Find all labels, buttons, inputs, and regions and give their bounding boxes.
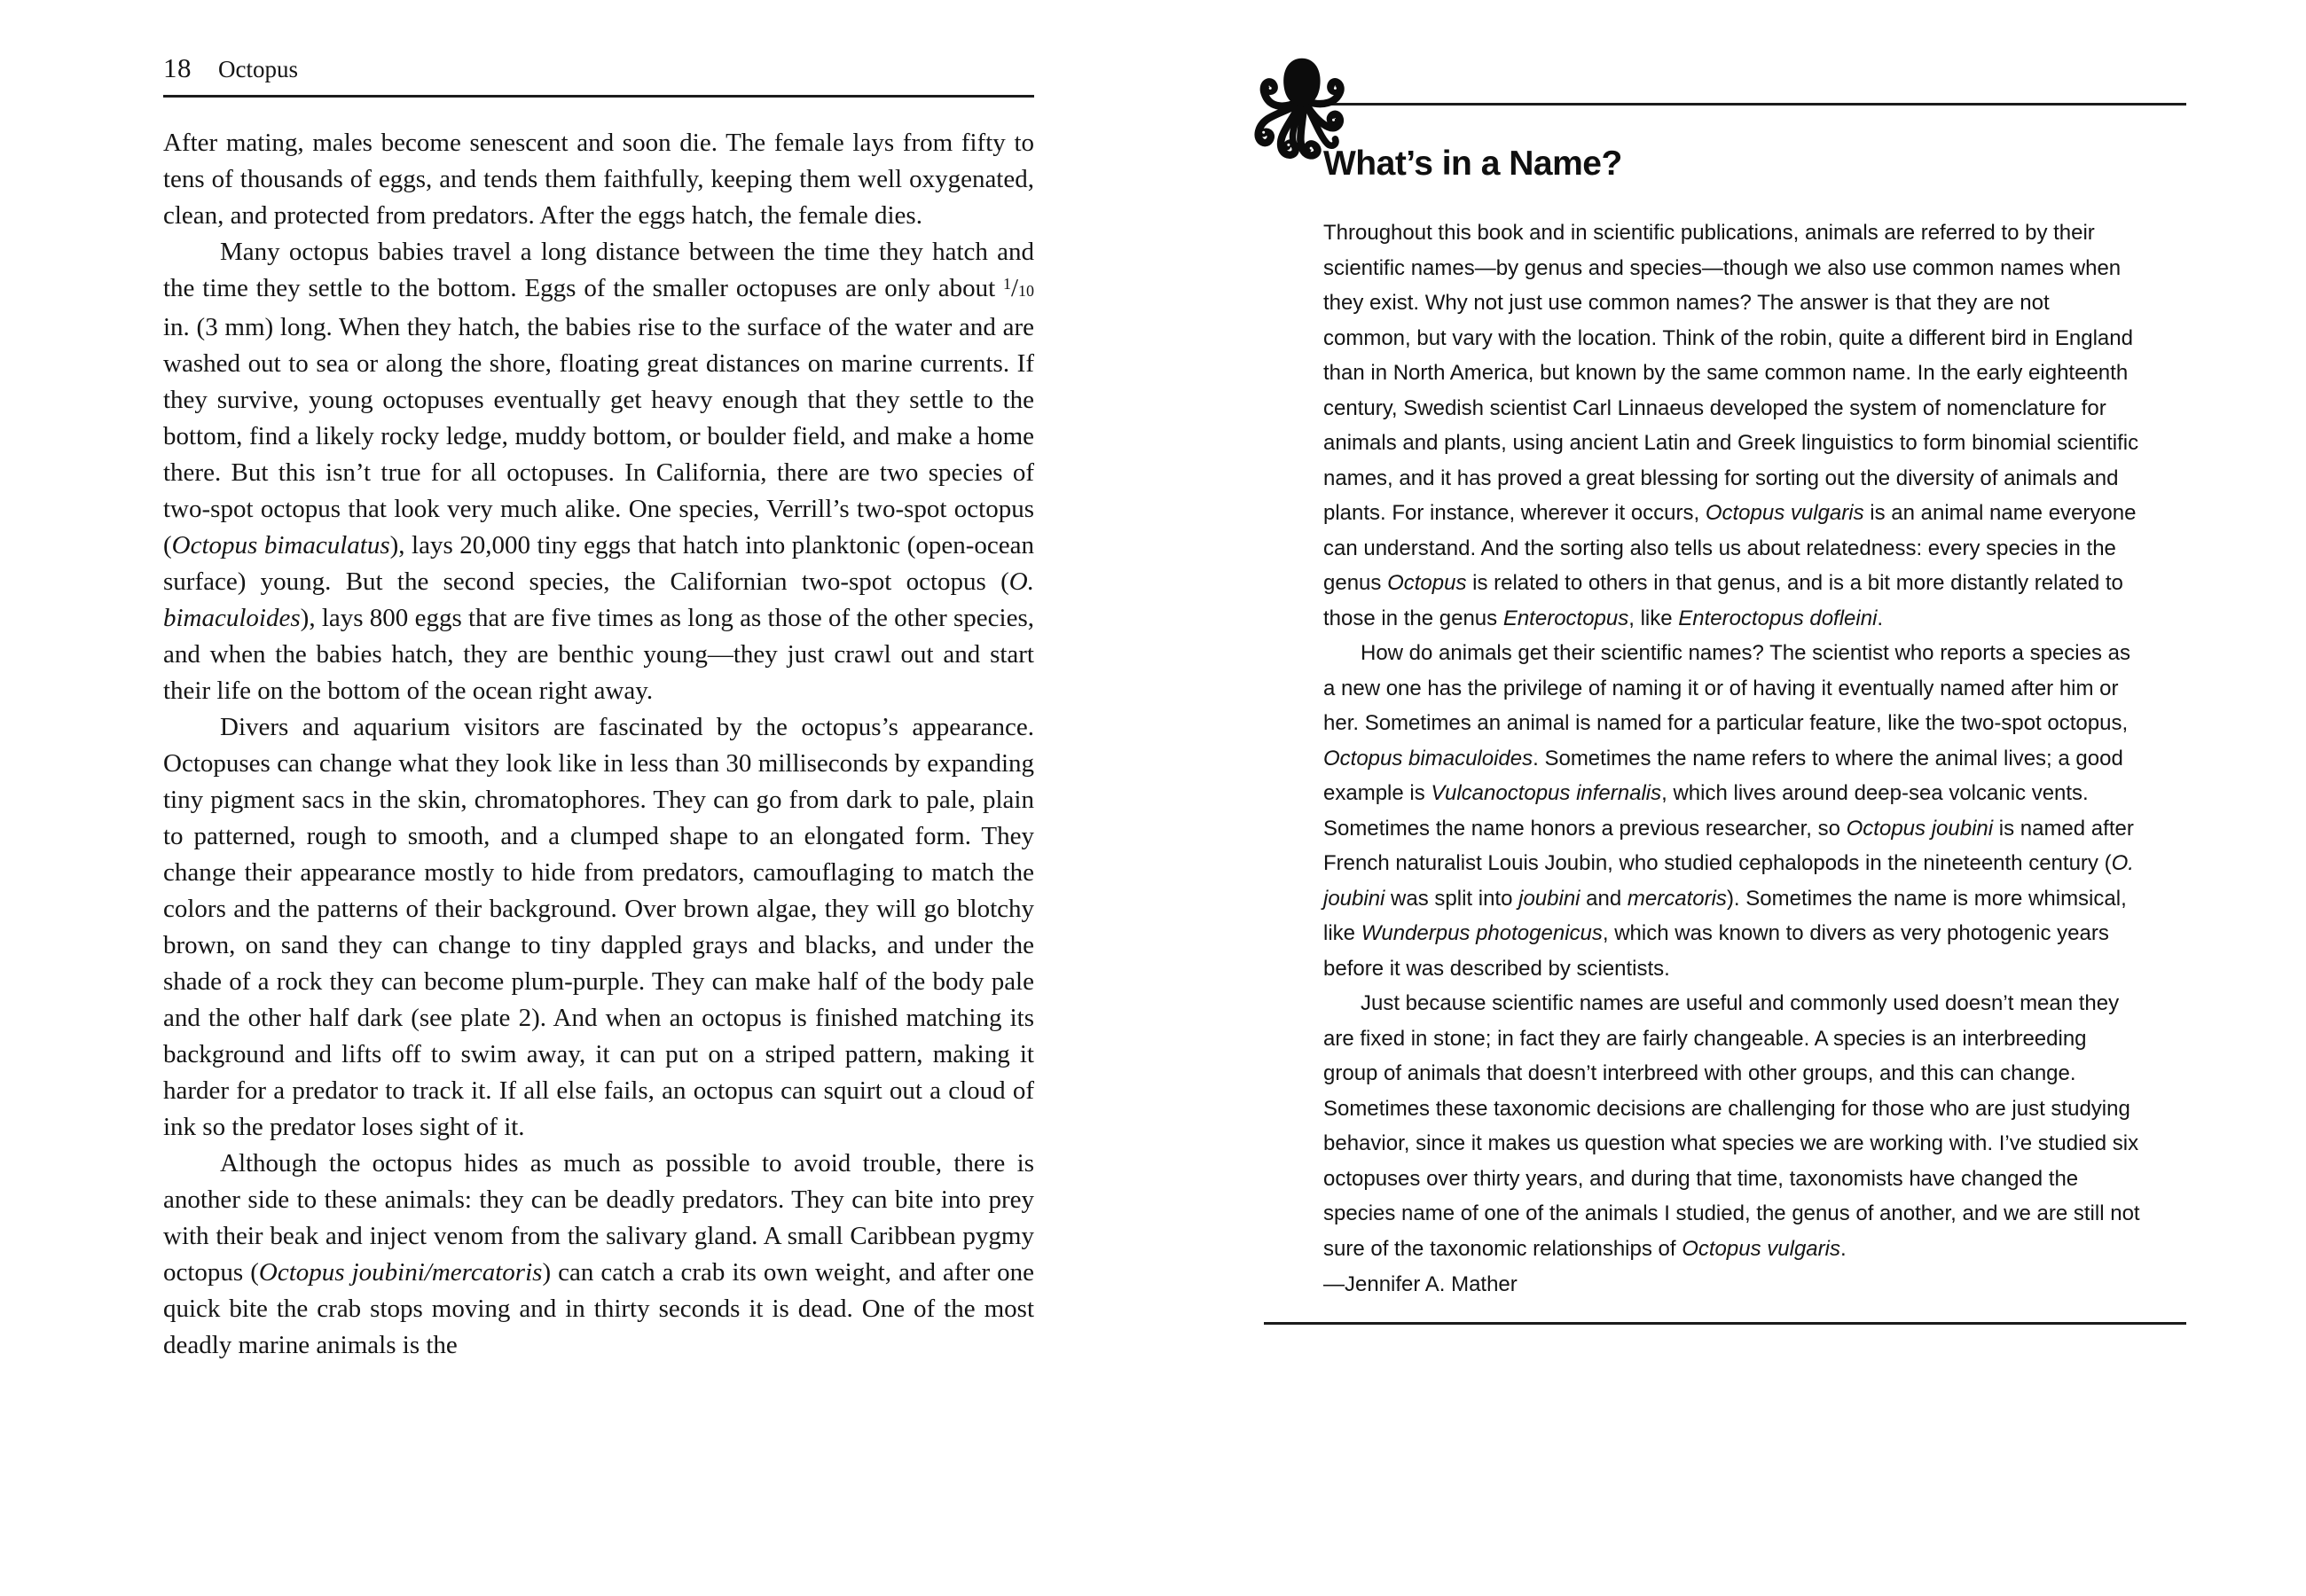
- text-run: .: [1839, 1236, 1847, 1261]
- sidebar-signature: —Jennifer A. Mather: [1323, 1272, 1518, 1296]
- paragraph: [163, 1146, 1034, 1364]
- species-name-italic: Octopus bimaculatus: [171, 531, 390, 559]
- text-run: Many octopus babies travel a long distance between the time they hatch and the time they settle to the bottom. Eggs of the smaller octopuses are only about: [163, 238, 1034, 302]
- left-page: [163, 49, 1034, 1364]
- species-name-italic: Wunderpus photogenicus: [1361, 921, 1603, 945]
- text-run: Divers and aquarium visitors are fascinated by the octopus’s appearance. Octopuses can change what they look like in less than 30 milliseconds by expanding tiny pigment sacs in the skin, chromatophores. They can go from dark to pale, plain to patterned, rough to smooth, and a clumped shape to an elongated form. They change their appearance mostly to hide from predators, camouflaging to match the colors and the patterns of their background. Over brown algae, they will go blotchy brown, on sand they can change to tiny dappled grays and blacks, and under the shade of a rock they can become plum-purple. They can make half of the body pale and the other half dark (see plate 2). And when an octopus is finished matching its background and lifts off to swim away, it can put on a striped pattern, making it harder for a predator to track it. If all else fails, an octopus can squirt out a cloud of ink so the predator loses sight of it.: [163, 713, 1034, 1141]
- species-name-italic: Octopus vulgaris: [1705, 501, 1864, 525]
- species-name-italic: O. bimaculoides: [163, 567, 1034, 632]
- page-header: [163, 49, 1034, 84]
- species-name-italic: Octopus: [1387, 571, 1467, 595]
- text-run: How do animals get their scientific names? The scientist who reports a species as a new one has the privilege of naming it or of having it eventually named after him or her. Sometimes an animal is named for a particular feature, like the two-spot octopus,: [1323, 641, 2130, 735]
- body-text: [163, 125, 1034, 1364]
- page-number: 18: [163, 52, 192, 83]
- header-rule: [163, 95, 1034, 98]
- text-run: .: [1877, 606, 1884, 630]
- species-name-italic: Enteroctopus dofleini: [1678, 606, 1878, 630]
- species-name-italic: Octopus joubini: [1846, 816, 1994, 841]
- species-name-italic: Octopus bimaculoides: [1323, 746, 1533, 771]
- text-run: ), lays 800 eggs that are five times as long as those of the other species, and when the babies hatch, they are benthic young—they just crawl out and start their life on the bottom of the ocean right away.: [163, 604, 1034, 705]
- sidebar-body: [1323, 215, 2141, 1325]
- paragraph: [163, 709, 1034, 1146]
- text-run: Throughout this book and in scientific publications, animals are referred to by their scientific names—by genus and species—though we also use common names when they exist. Why not just use common names? The answer is that they are not common, but vary with the location. Think of the robin, quite a different bird in England than in North America, but known by the same common name. In the early eighteenth century, Swedish scientist Carl Linnaeus developed the system of nomenclature for animals and plants, using ancient Latin and Greek linguistics to form binomial scientific names, and it has proved a great blessing for sorting out the diversity of animals and plants. For instance, wherever it occurs,: [1323, 221, 2139, 525]
- sidebar-paragraphs: [1323, 215, 2141, 1266]
- text-run: . Sometimes the name refers to where the animal lives; a good example is: [1323, 746, 2123, 805]
- text-run: in. (3 mm) long. When they hatch, the babies rise to the surface of the water and are washed out to sea or along the shore, floating great distances on marine currents. If they survive, young octopuses eventually get heavy enough that they settle to the bottom, find a likely rocky ledge, muddy bottom, or boulder field, and make a home there. But this isn’t true for all octopuses. In California, there are two species of two-spot octopus that look very much alike. One species, Verrill’s two-spot octopus (: [163, 313, 1034, 559]
- species-name-italic: mercatoris: [1627, 886, 1727, 911]
- paragraph: [163, 234, 1034, 709]
- text-run: Just because scientific names are useful and commonly used doesn’t mean they are fixed in stone; in fact they are fairly changeable. A species is an interbreeding group of animals that doesn’t interbreed with other groups, and this can change. Sometimes these taxonomic decisions are challenging for those who are just studying behavior, since it makes us question what species we are working with. I’ve studied six octopuses over thirty years, and during that time, taxonomists have changed the species name of one of the animals I studied, the genus of another, and we are still not sure of the taxonomic relationships of: [1323, 991, 2140, 1261]
- text-run: is related to others in that genus, and is a bit more distantly related to those in the genus: [1323, 571, 2123, 630]
- running-head: Octopus: [218, 56, 298, 82]
- text-run: is named after French naturalist Louis Joubin, who studied cephalopods in the nineteenth century (: [1323, 816, 2134, 875]
- species-name-italic: O. joubini: [1323, 851, 2134, 911]
- sidebar-title: What’s in a Name?: [1323, 145, 1622, 183]
- text-run: ), lays 20,000 tiny eggs that hatch into planktonic (open-ocean surface) young. But the second species, the Californian two-spot octopus (: [163, 531, 1034, 596]
- paragraph: [1323, 636, 2141, 986]
- text-run: and: [1580, 886, 1628, 911]
- sidebar-bottom-rule: [1264, 1322, 2186, 1325]
- text-run: ). Sometimes the name is more whimsical, like: [1323, 886, 2127, 945]
- species-name-italic: joubini: [1518, 886, 1580, 911]
- text-run: , like: [1628, 606, 1679, 630]
- text-run: After mating, males become senescent and soon die. The female lays from fifty to tens of thousands of eggs, and tends them faithfully, keeping them well oxygenated, clean, and protected from predators. After the eggs hatch, the female dies.: [163, 129, 1034, 230]
- species-name-italic: Vulcanoctopus infernalis: [1431, 781, 1662, 805]
- text-run: is an animal name everyone can understand. And the sorting also tells us about relatedness: every species in the genus: [1323, 501, 2137, 595]
- sidebar-top-rule: [1278, 103, 2186, 106]
- text-run: Although the octopus hides as much as possible to avoid trouble, there is another side to these animals: they can be deadly predators. They can bite into prey with their beak and inject venom from the salivary gland. A small Caribbean pygmy octopus (: [163, 1149, 1034, 1287]
- text-run: ) can catch a crab its own weight, and after one quick bite the crab stops moving and in thirty seconds it is dead. One of the most deadly marine animals is the: [163, 1258, 1035, 1359]
- text-run: 1: [1002, 274, 1011, 293]
- paragraph: [1323, 986, 2141, 1266]
- paragraph: [1323, 215, 2141, 636]
- species-name-italic: Enteroctopus: [1502, 606, 1629, 630]
- text-run: /: [1010, 274, 1019, 302]
- text-run: , which lives around deep-sea volcanic vents. Sometimes the name honors a previous researcher, so: [1323, 781, 2089, 841]
- species-name-italic: Octopus vulgaris: [1682, 1236, 1840, 1261]
- text-run: 10: [1018, 282, 1034, 300]
- species-name-italic: Octopus joubini/mercatoris: [258, 1258, 543, 1287]
- text-run: was split into: [1384, 886, 1519, 911]
- paragraph: [163, 125, 1034, 234]
- text-run: , which was known to divers as very photogenic years before it was described by scientists.: [1323, 921, 2109, 981]
